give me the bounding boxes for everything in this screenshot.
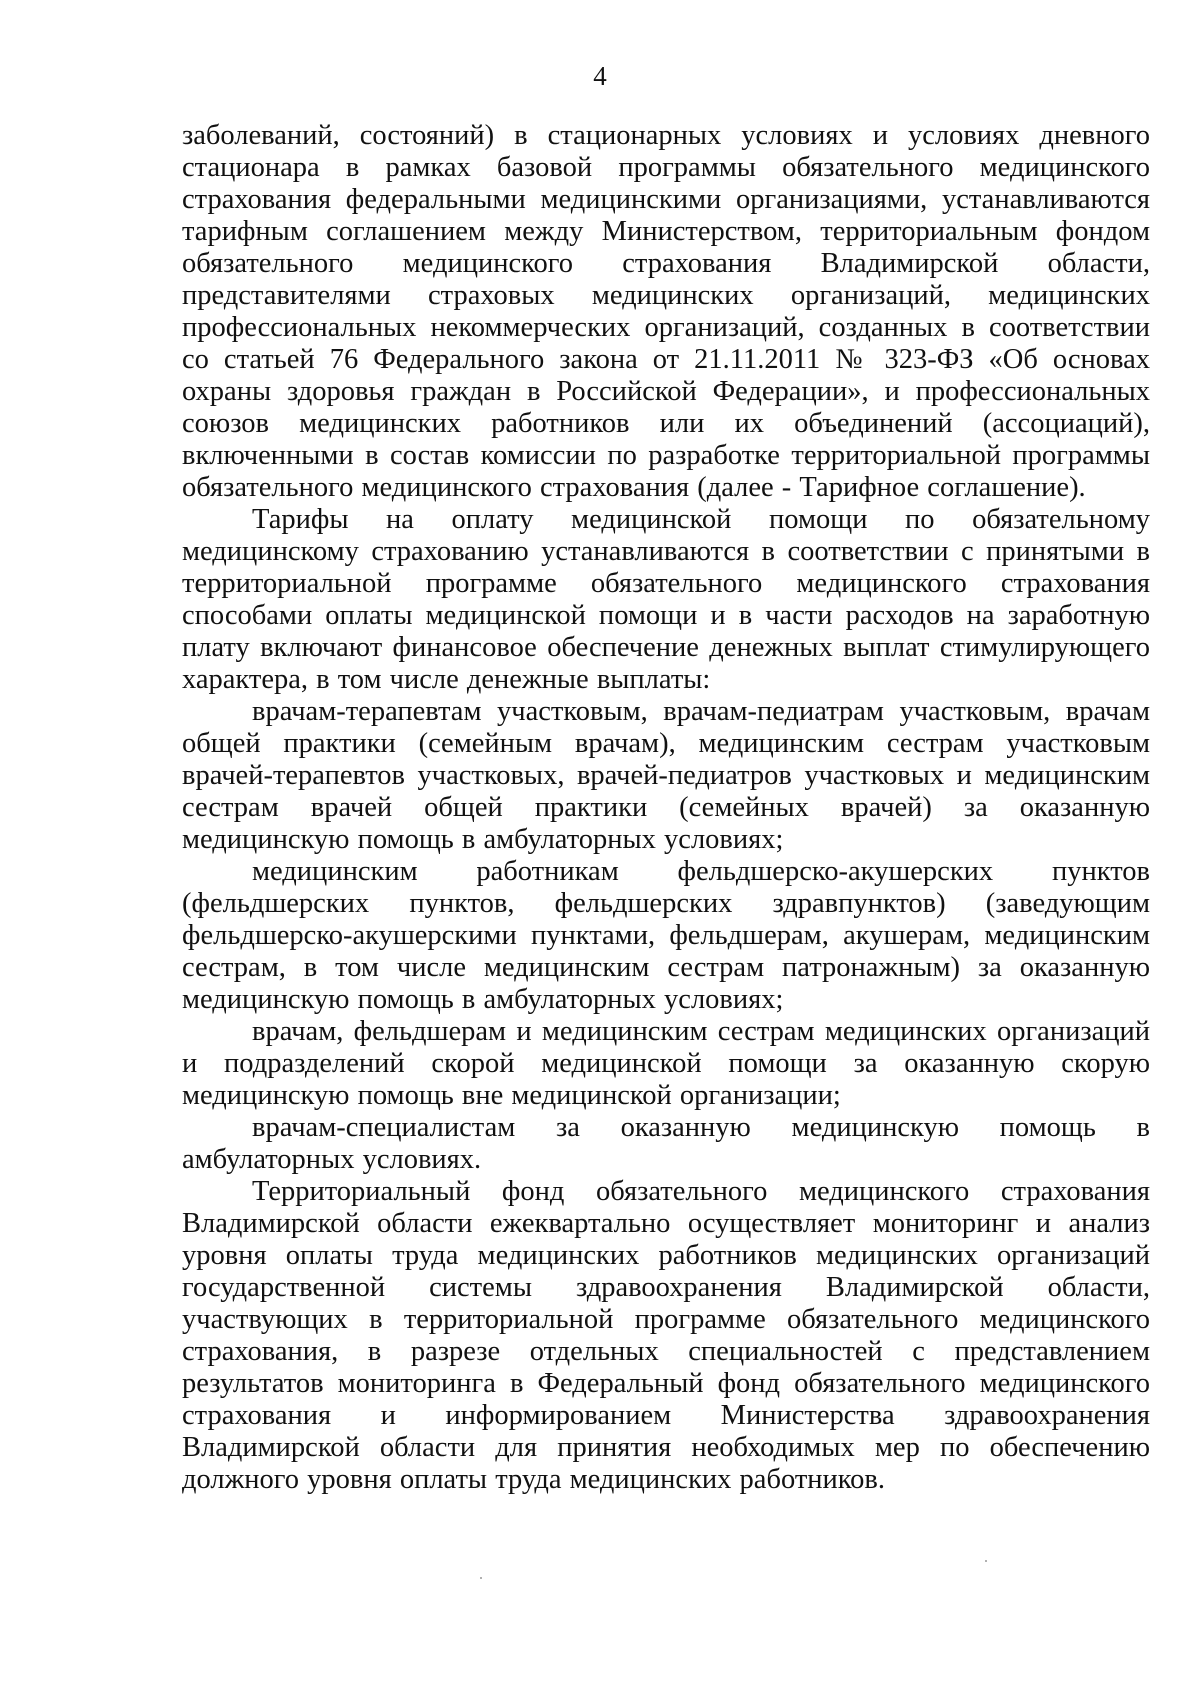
paragraph-5: врачам, фельдшерам и медицинским сестрам медицинских организаций и подразделений скорой медицинской помощи за оказанную скорую медицинскую помощь вне медицинской организации; [182,1016,1150,1111]
paragraph-1: заболеваний, состояний) в стационарных условиях и условиях дневного стационара в рамках базовой программы обязательного медицинского страхования федеральными медицинскими организациями, устанавливаются тарифным соглашением между Министерством, территориальным фондом обязательного медицинского страхования Владимирской области, представителями страховых медицинских организаций, медицинских профессиональных некоммерческих организаций, созданных в соответствии со статьей 76 Федерального закона от 21.11.2011 № 323-ФЗ «Об основах охраны здоровья граждан в Российской Федерации», и профессиональных союзов медицинских работников или их объединений (ассоциаций), включенными в состав комиссии по разработке территориальной программы обязательного медицинского страхования (далее - Тарифное соглашение). [182,120,1150,503]
scan-speck [480,1577,482,1579]
paragraph-7: Территориальный фонд обязательного медицинского страхования Владимирской области ежеквартально осуществляет мониторинг и анализ уровня оплаты труда медицинских работников медицинских организаций государственной системы здравоохранения Владимирской области, участвующих в территориальной программе обязательного медицинского страхования, в разрезе отдельных специальностей с представлением результатов мониторинга в Федеральный фонд обязательного медицинского страхования и информированием Министерства здравоохранения Владимирской области для принятия необходимых мер по обеспечению должного уровня оплаты труда медицинских работников. [182,1176,1150,1495]
paragraph-6: врачам-специалистам за оказанную медицинскую помощь в амбулаторных условиях. [182,1112,1150,1175]
paragraph-3: врачам-терапевтам участковым, врачам-педиатрам участковым, врачам общей практики (семейным врачам), медицинским сестрам участковым врачей-терапевтов участковых, врачей-педиатров участковых и медицинским сестрам врачей общей практики (семейных врачей) за оказанную медицинскую помощь в амбулаторных условиях; [182,696,1150,855]
paragraph-2: Тарифы на оплату медицинской помощи по обязательному медицинскому страхованию устанавливаются в соответствии с принятыми в территориальной программе обязательного медицинского страхования способами оплаты медицинской помощи и в части расходов на заработную плату включают финансовое обеспечение денежных выплат стимулирующего характера, в том числе денежные выплаты: [182,504,1150,695]
document-body [182,120,1150,1496]
page-number: 4 [593,61,607,91]
scan-speck [985,1560,987,1562]
paragraph-4: медицинским работникам фельдшерско-акушерских пунктов (фельдшерских пунктов, фельдшерских здравпунктов) (заведующим фельдшерско-акушерскими пунктами, фельдшерам, акушерам, медицинским сестрам, в том числе медицинским сестрам патронажным) за оказанную медицинскую помощь в амбулаторных условиях; [182,856,1150,1015]
